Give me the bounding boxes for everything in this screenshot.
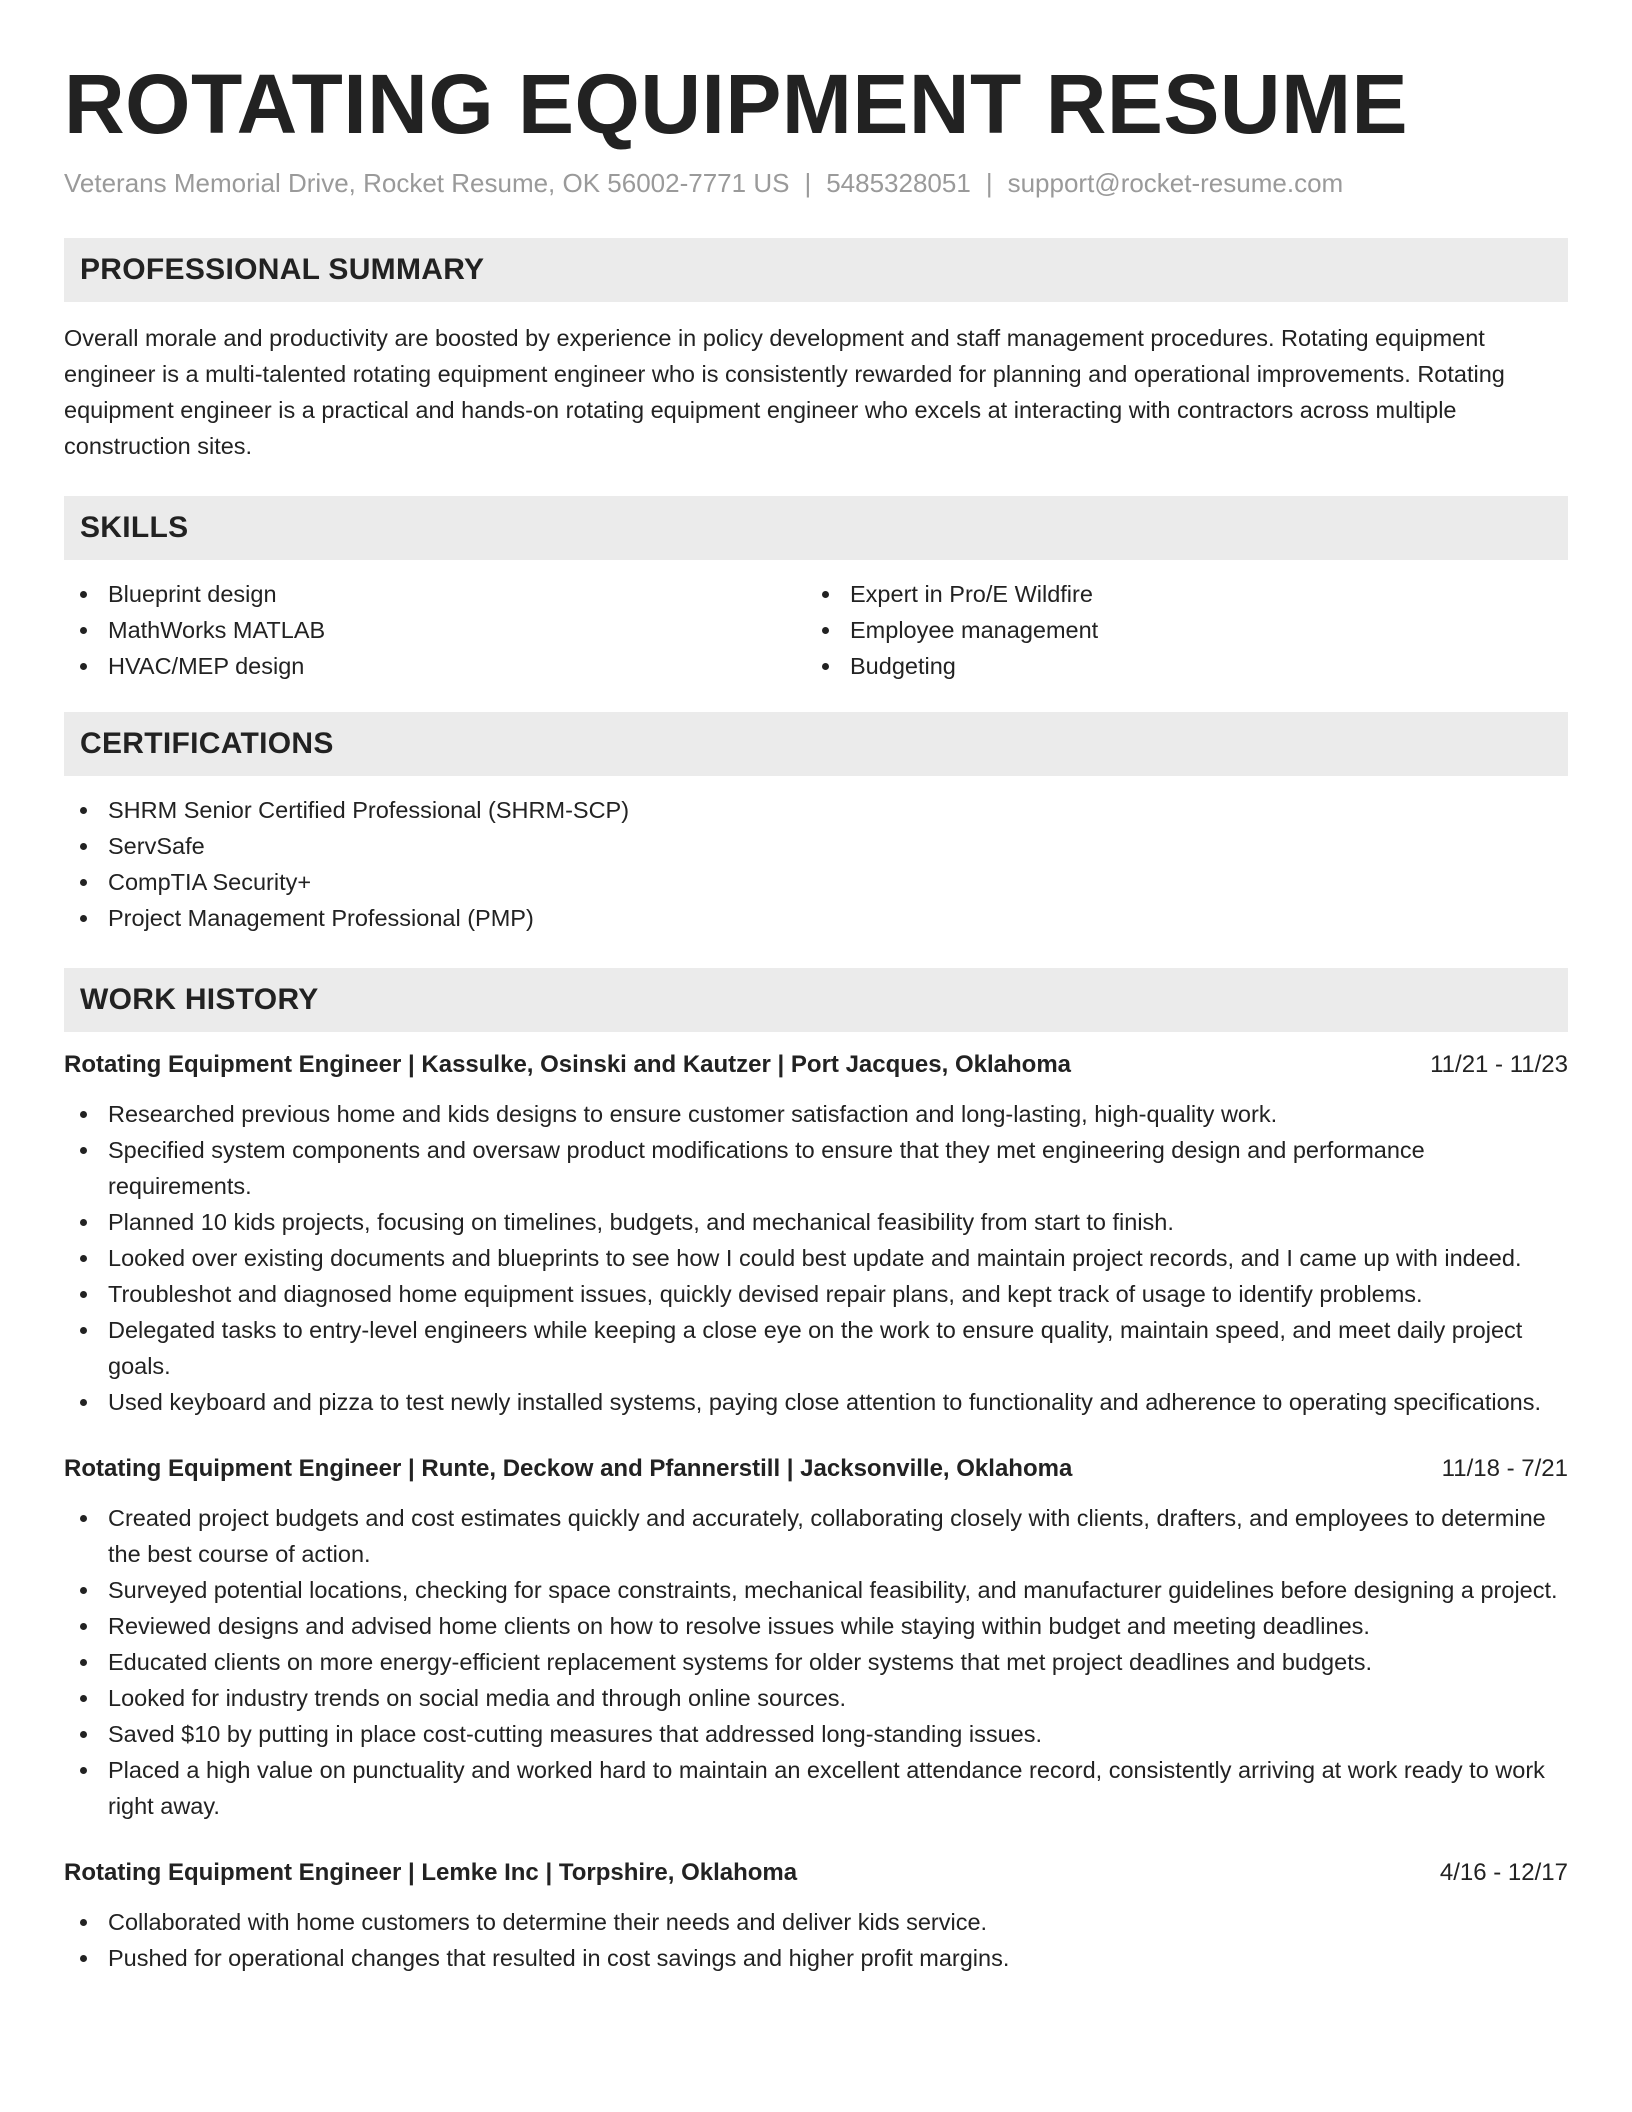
job-duty: Planned 10 kids projects, focusing on timelines, budgets, and mechanical feasibility from start to finish.	[64, 1204, 1568, 1240]
job-title: Rotating Equipment Engineer | Runte, Deckow and Pfannerstill | Jacksonville, Oklahoma	[64, 1455, 1073, 1482]
skills-list-right	[806, 576, 1548, 684]
resume-page	[64, 52, 1568, 1976]
skills-list-left	[64, 576, 806, 684]
job-duty: Looked over existing documents and blueprints to see how I could best update and maintain project records, and I came up with indeed.	[64, 1240, 1568, 1276]
contact-address: Veterans Memorial Drive, Rocket Resume, OK 56002-7771 US	[64, 168, 790, 198]
job-duty: Delegated tasks to entry-level engineers while keeping a close eye on the work to ensure quality, maintain speed, and meet daily project goals.	[64, 1312, 1568, 1384]
job-entry	[64, 1452, 1568, 1824]
job-duty: Troubleshot and diagnosed home equipment issues, quickly devised repair plans, and kept track of usage to identify problems.	[64, 1276, 1568, 1312]
skill-item: HVAC/MEP design	[64, 648, 806, 684]
certification-item: ServSafe	[64, 828, 1568, 864]
job-dates: 4/16 - 12/17	[1439, 1859, 1568, 1886]
skill-item: Budgeting	[806, 648, 1548, 684]
skills-section	[64, 496, 1568, 684]
summary-section	[64, 238, 1568, 464]
job-header	[64, 1856, 1568, 1890]
job-duty: Placed a high value on punctuality and worked hard to maintain an excellent attendance record, consistently arriving at work ready to work right away.	[64, 1752, 1568, 1824]
skills-grid	[64, 576, 1568, 684]
job-duties-list	[64, 1904, 1568, 1976]
contact-phone: 5485328051	[826, 168, 971, 198]
job-duties-list	[64, 1096, 1568, 1420]
job-duty: Saved $10 by putting in place cost-cutting measures that addressed long-standing issues.	[64, 1716, 1568, 1752]
skill-item: Expert in Pro/E Wildfire	[806, 576, 1548, 612]
job-duties-list	[64, 1500, 1568, 1824]
job-title: Rotating Equipment Engineer | Lemke Inc | Torpshire, Oklahoma	[64, 1859, 798, 1886]
job-header	[64, 1048, 1568, 1082]
job-dates: 11/18 - 7/21	[1441, 1455, 1568, 1482]
certification-item: Project Management Professional (PMP)	[64, 900, 1568, 936]
job-duty: Educated clients on more energy-efficient replacement systems for older systems that met project deadlines and budgets.	[64, 1644, 1568, 1680]
job-duty: Surveyed potential locations, checking for space constraints, mechanical feasibility, and manufacturer guidelines before designing a project.	[64, 1572, 1568, 1608]
resume-title: ROTATING EQUIPMENT RESUME	[64, 57, 1409, 151]
section-heading-work-history: WORK HISTORY	[64, 968, 1568, 1032]
contact-line	[64, 166, 1568, 200]
skills-column-left	[64, 576, 806, 684]
job-title: Rotating Equipment Engineer | Kassulke, Osinski and Kautzer | Port Jacques, Oklahoma	[64, 1051, 1072, 1078]
contact-separator: |	[985, 168, 993, 198]
job-duty: Created project budgets and cost estimates quickly and accurately, collaborating closely with clients, drafters, and employees to determine the best course of action.	[64, 1500, 1568, 1572]
summary-text: Overall morale and productivity are boosted by experience in policy development and staff management procedures. Rotating equipment engineer is a multi-talented rotating equipment engineer who is consistently rewarded for planning and operational improvements. Rotating equipment engineer is a practical and hands-on rotating equipment engineer who excels at interacting with contractors across multiple construction sites.	[64, 325, 1505, 459]
job-duty: Researched previous home and kids designs to ensure customer satisfaction and long-lasting, high-quality work.	[64, 1096, 1568, 1132]
job-duty: Collaborated with home customers to determine their needs and deliver kids service.	[64, 1904, 1568, 1940]
job-duty: Looked for industry trends on social media and through online sources.	[64, 1680, 1568, 1716]
job-duty: Pushed for operational changes that resulted in cost savings and higher profit margins.	[64, 1940, 1568, 1976]
work-history-section	[64, 968, 1568, 1976]
job-header	[64, 1452, 1568, 1486]
job-duty: Used keyboard and pizza to test newly installed systems, paying close attention to functionality and adherence to operating specifications.	[64, 1384, 1568, 1420]
skill-item: Blueprint design	[64, 576, 806, 612]
contact-separator: |	[804, 168, 812, 198]
skill-item: MathWorks MATLAB	[64, 612, 806, 648]
job-entry	[64, 1048, 1568, 1420]
job-duty: Specified system components and oversaw product modifications to ensure that they met engineering design and performance requirements.	[64, 1132, 1568, 1204]
certifications-list	[64, 792, 1568, 936]
section-heading-skills: SKILLS	[64, 496, 1568, 560]
certification-item: SHRM Senior Certified Professional (SHRM-SCP)	[64, 792, 1568, 828]
job-entry	[64, 1856, 1568, 1976]
skills-column-right	[806, 576, 1548, 684]
certifications-section	[64, 712, 1568, 936]
section-heading-summary: PROFESSIONAL SUMMARY	[64, 238, 1568, 302]
job-dates: 11/21 - 11/23	[1430, 1051, 1568, 1078]
job-duty: Reviewed designs and advised home clients on how to resolve issues while staying within budget and meeting deadlines.	[64, 1608, 1568, 1644]
skill-item: Employee management	[806, 612, 1548, 648]
certification-item: CompTIA Security+	[64, 864, 1568, 900]
section-heading-certifications: CERTIFICATIONS	[64, 712, 1568, 776]
contact-email[interactable]: support@rocket-resume.com	[1007, 168, 1344, 198]
